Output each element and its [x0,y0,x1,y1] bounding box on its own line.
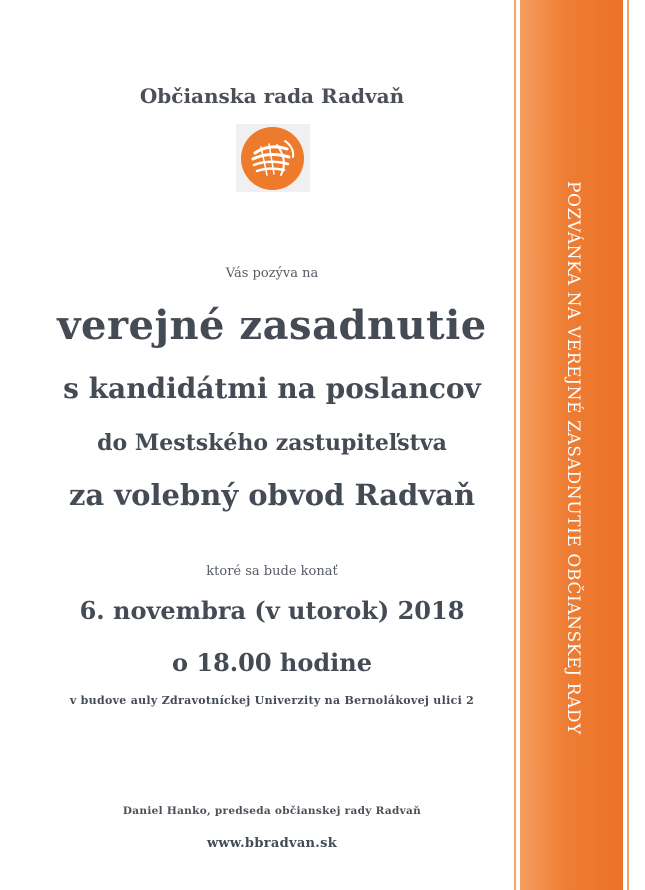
hand-emblem-icon [241,127,304,190]
event-time: o 18.00 hodine [172,648,372,677]
logo [236,124,310,192]
website-link[interactable]: www.bbradvan.sk [206,836,338,851]
event-title: verejné zasadnutie [57,302,487,349]
event-subtitle-candidates: s kandidátmi na poslancov [63,372,481,405]
invite-intro: Vás pozýva na [225,266,319,281]
event-date: 6. novembra (v utorok) 2018 [79,596,465,625]
event-subtitle-district: za volebný obvod Radvaň [68,478,476,512]
sidebar-border-right [627,0,629,890]
organization-name: Občianska rada Radvaň [139,84,405,108]
event-intro: ktoré sa bude konať [206,564,338,579]
sidebar-vertical-title: POZVÁNKA NA VEREJNÉ ZASADNUTIE OBČIANSKEJ RADY [563,181,583,735]
event-venue: v budove auly Zdravotníckej Univerzity na Bernolákovej ulici 2 [69,694,475,707]
signature: Daniel Hanko, predseda občianskej rady Radvaň [122,805,422,817]
hand-emblem-graphic [241,127,304,190]
event-subtitle-council: do Mestského zastupiteľstva [97,430,447,456]
